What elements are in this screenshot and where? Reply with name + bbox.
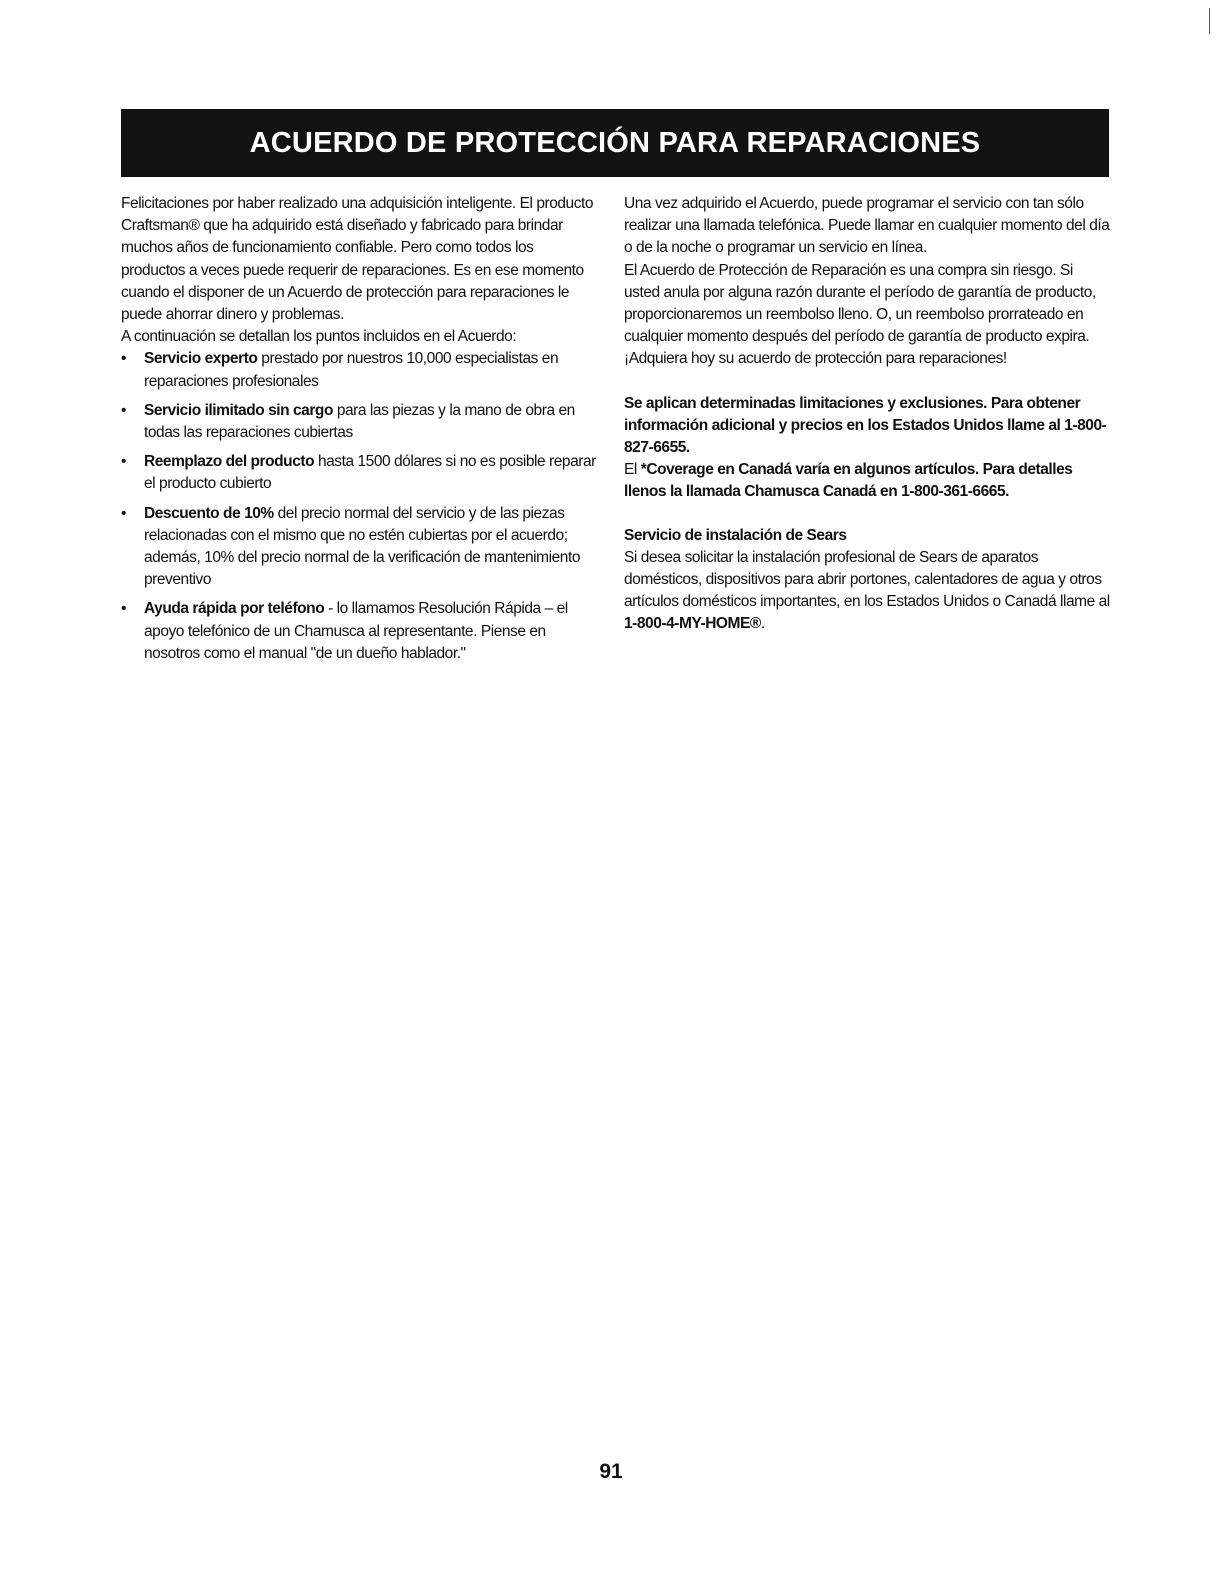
intro-paragraph: Felicitaciones por haber realizado una adquisición inteligente. El producto Craftsman® que ha adquirido está diseñado y fabricado para brindar muchos años de funcionamiento confiable. Pero como todos los productos a veces puede requerir de reparaciones. Es en ese momento cuando el disponer de un Acuerdo de protección para reparaciones le puede ahorrar dinero y problemas. bbox=[121, 195, 594, 324]
bullet-icon: • bbox=[121, 453, 126, 471]
item-bold: Servicio experto bbox=[144, 350, 258, 368]
title-banner bbox=[121, 109, 1109, 177]
install-heading bbox=[624, 525, 1112, 547]
page-title: ACUERDO DE PROTECCIÓN PARA REPARACIONES bbox=[249, 126, 981, 159]
list-item bbox=[121, 400, 596, 444]
list-item bbox=[121, 598, 596, 665]
bullet-icon: • bbox=[121, 600, 126, 618]
bullet-icon: • bbox=[121, 504, 126, 522]
install-phone: 1-800-4-MY-HOME® bbox=[624, 615, 761, 633]
item-bold: Descuento de 10% bbox=[144, 504, 274, 522]
item-text: para las piezas y la mano de obra en todas las reparaciones cubiertas bbox=[144, 401, 575, 442]
left-column bbox=[121, 193, 596, 672]
install-paragraph bbox=[624, 547, 1112, 636]
refund-paragraph: El Acuerdo de Protección de Reparación es una compra sin riesgo. Si usted anula por alguna razón durante el período de garantía de producto, proporcionaremos un reembolso lleno. O, un reembolso prorrateado en cualquier momento después del período de garantía de producto expira. ¡Adquiera hoy su acuerdo de protección para reparaciones! bbox=[624, 261, 1096, 368]
limitations-paragraph bbox=[624, 393, 1112, 460]
install-text: Si desea solicitar la instalación profesional de Sears de aparatos domésticos, dispositivos para abrir portones, calentadores de agua y otros artículos domésticos importantes, en los Estados Unidos o Canadá llame al bbox=[624, 548, 1110, 611]
install-heading-text: Servicio de instalación de Sears bbox=[624, 526, 847, 544]
page-number: 91 bbox=[599, 1460, 623, 1483]
list-item bbox=[121, 451, 596, 495]
install-end: . bbox=[760, 615, 765, 633]
bullet-icon: • bbox=[121, 401, 126, 419]
list-item bbox=[121, 503, 596, 592]
bullet-icon: • bbox=[121, 350, 126, 368]
canada-paragraph bbox=[624, 459, 1112, 503]
item-text: hasta 1500 dólares si no es posible reparar el producto cubierto bbox=[144, 453, 596, 493]
limitations-text: Se aplican determinadas limitaciones y exclusiones. Para obtener información adicional y precios en los Estados Unidos llame al 1-800-827-6655. bbox=[624, 394, 1107, 457]
scan-edge-mark bbox=[1209, 8, 1210, 34]
list-item bbox=[121, 348, 596, 392]
item-text: prestado por nuestros 10,000 especialistas en reparaciones profesionales bbox=[144, 350, 559, 390]
right-column bbox=[624, 193, 1112, 636]
canada-prefix: El bbox=[624, 461, 641, 479]
item-bold: Ayuda rápida por teléfono bbox=[144, 600, 325, 618]
item-bold: Reemplazo del producto bbox=[144, 453, 315, 471]
canada-text: *Coverage en Canadá varía en algunos artículos. Para detalles llenos la llamada Chamusca Canadá en 1-800-361-6665. bbox=[624, 461, 1073, 501]
item-text: - lo llamamos Resolución Rápida – el apoyo telefónico de un Chamusca al representante. Piense en nosotros como el manual "de un dueño hablador." bbox=[144, 600, 568, 662]
scheduling-paragraph: Una vez adquirido el Acuerdo, puede programar el servicio con tan sólo realizar una llamada telefónica. Puede llamar en cualquier momento del día o de la noche o programar un servicio en línea. bbox=[624, 195, 1110, 257]
item-bold: Servicio ilimitado sin cargo bbox=[144, 401, 333, 419]
list-intro: A continuación se detallan los puntos incluidos en el Acuerdo: bbox=[121, 328, 517, 346]
item-text: del precio normal del servicio y de las piezas relacionadas con el mismo que no estén cubiertas por el acuerdo; además, 10% del precio normal de la verificación de mantenimiento preventivo bbox=[144, 504, 580, 589]
benefits-list bbox=[121, 348, 596, 665]
